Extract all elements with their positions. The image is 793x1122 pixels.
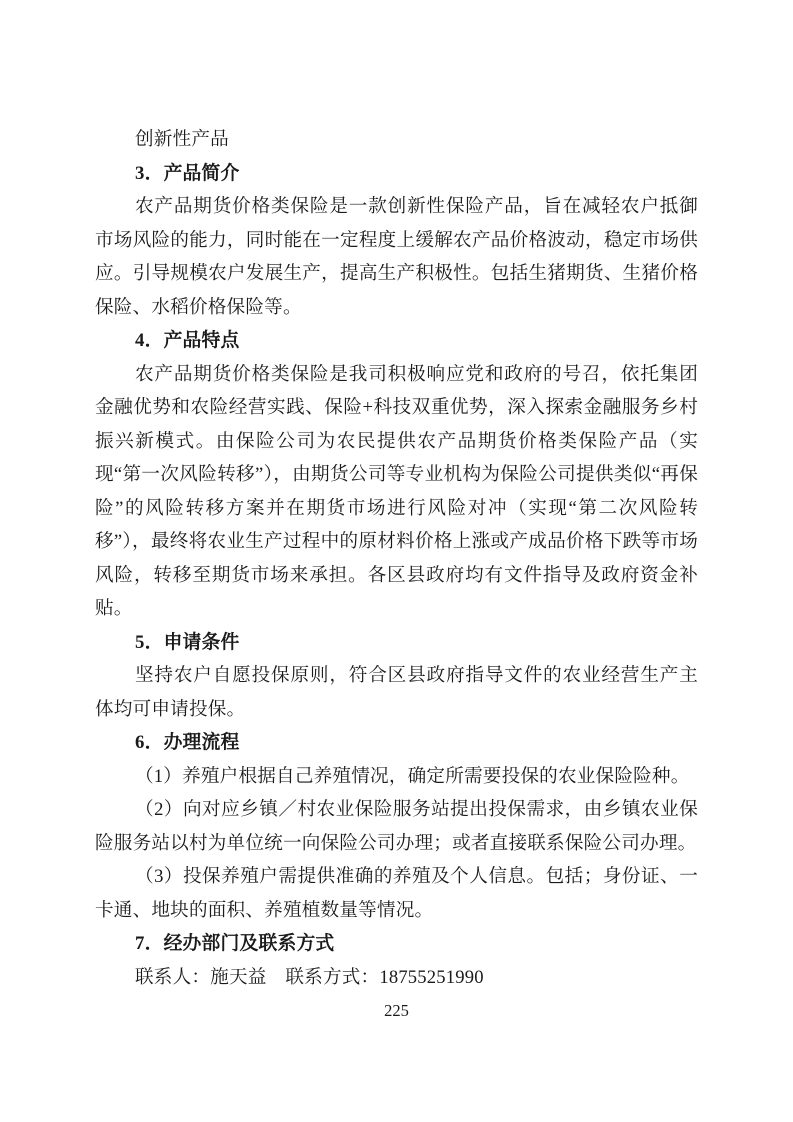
heading-product-intro: 3．产品简介 [135,162,240,184]
paragraph-application-conditions: 坚持农户自愿投保原则，符合区县政府指导文件的农业经营生产主体均可申请投保。 [95,665,698,720]
paragraph-product-intro: 农产品期货价格类保险是一款创新性保险产品，旨在减轻农户抵御市场风险的能力，同时能在一定程度上缓解农产品价格波动，稳定市场供应。引导规模农户发展生产，提高生产积极性。包括生猪期货、生猪价格保险、水稻价格保险等。 [95,196,698,318]
page-number: 225 [384,1001,409,1020]
paragraph-product-features: 农产品期货价格类保险是我司积极响应党和政府的号召，依托集团金融优势和农险经营实践、保险+科技双重优势，深入探索金融服务乡村振兴新模式。由保险公司为农民提供农产品期货价格类保险产品（实现“第一次风险转移”），由期货公司等专业机构为保险公司提供类似“再保险”的风险转移方案并在期货市场进行风险对冲（实现“第二次风险转移”），最终将农业生产过程中的原材料价格上涨或产成品价格下跌等市场风险，转移至期货市场来承担。各区县政府均有文件指导及政府资金补贴。 [95,363,698,619]
paragraph-product-name-continuation: 创新性产品 [135,129,229,150]
paragraph-process-step-3: （3）投保养殖户需提供准确的养殖及个人信息。包括；身份证、一卡通、地块的面积、养殖植数量等情况。 [95,866,698,921]
paragraph-process-step-2: （2）向对应乡镇／村农业保险服务站提出投保需求，由乡镇农业保险服务站以村为单位统一向保险公司办理；或者直接联系保险公司办理。 [95,799,698,854]
paragraph-process-step-1: （1）养殖户根据自己养殖情况，确定所需要投保的农业保险险种。 [135,765,690,787]
paragraph-contact-info: 联系人：施天益 联系方式：18755251990 [135,966,484,988]
document-body [95,123,698,994]
heading-contact-department: 7．经办部门及联系方式 [135,933,335,954]
heading-handling-process: 6．办理流程 [135,732,240,753]
heading-application-conditions: 5．申请条件 [135,631,240,653]
heading-product-features: 4．产品特点 [135,330,240,351]
